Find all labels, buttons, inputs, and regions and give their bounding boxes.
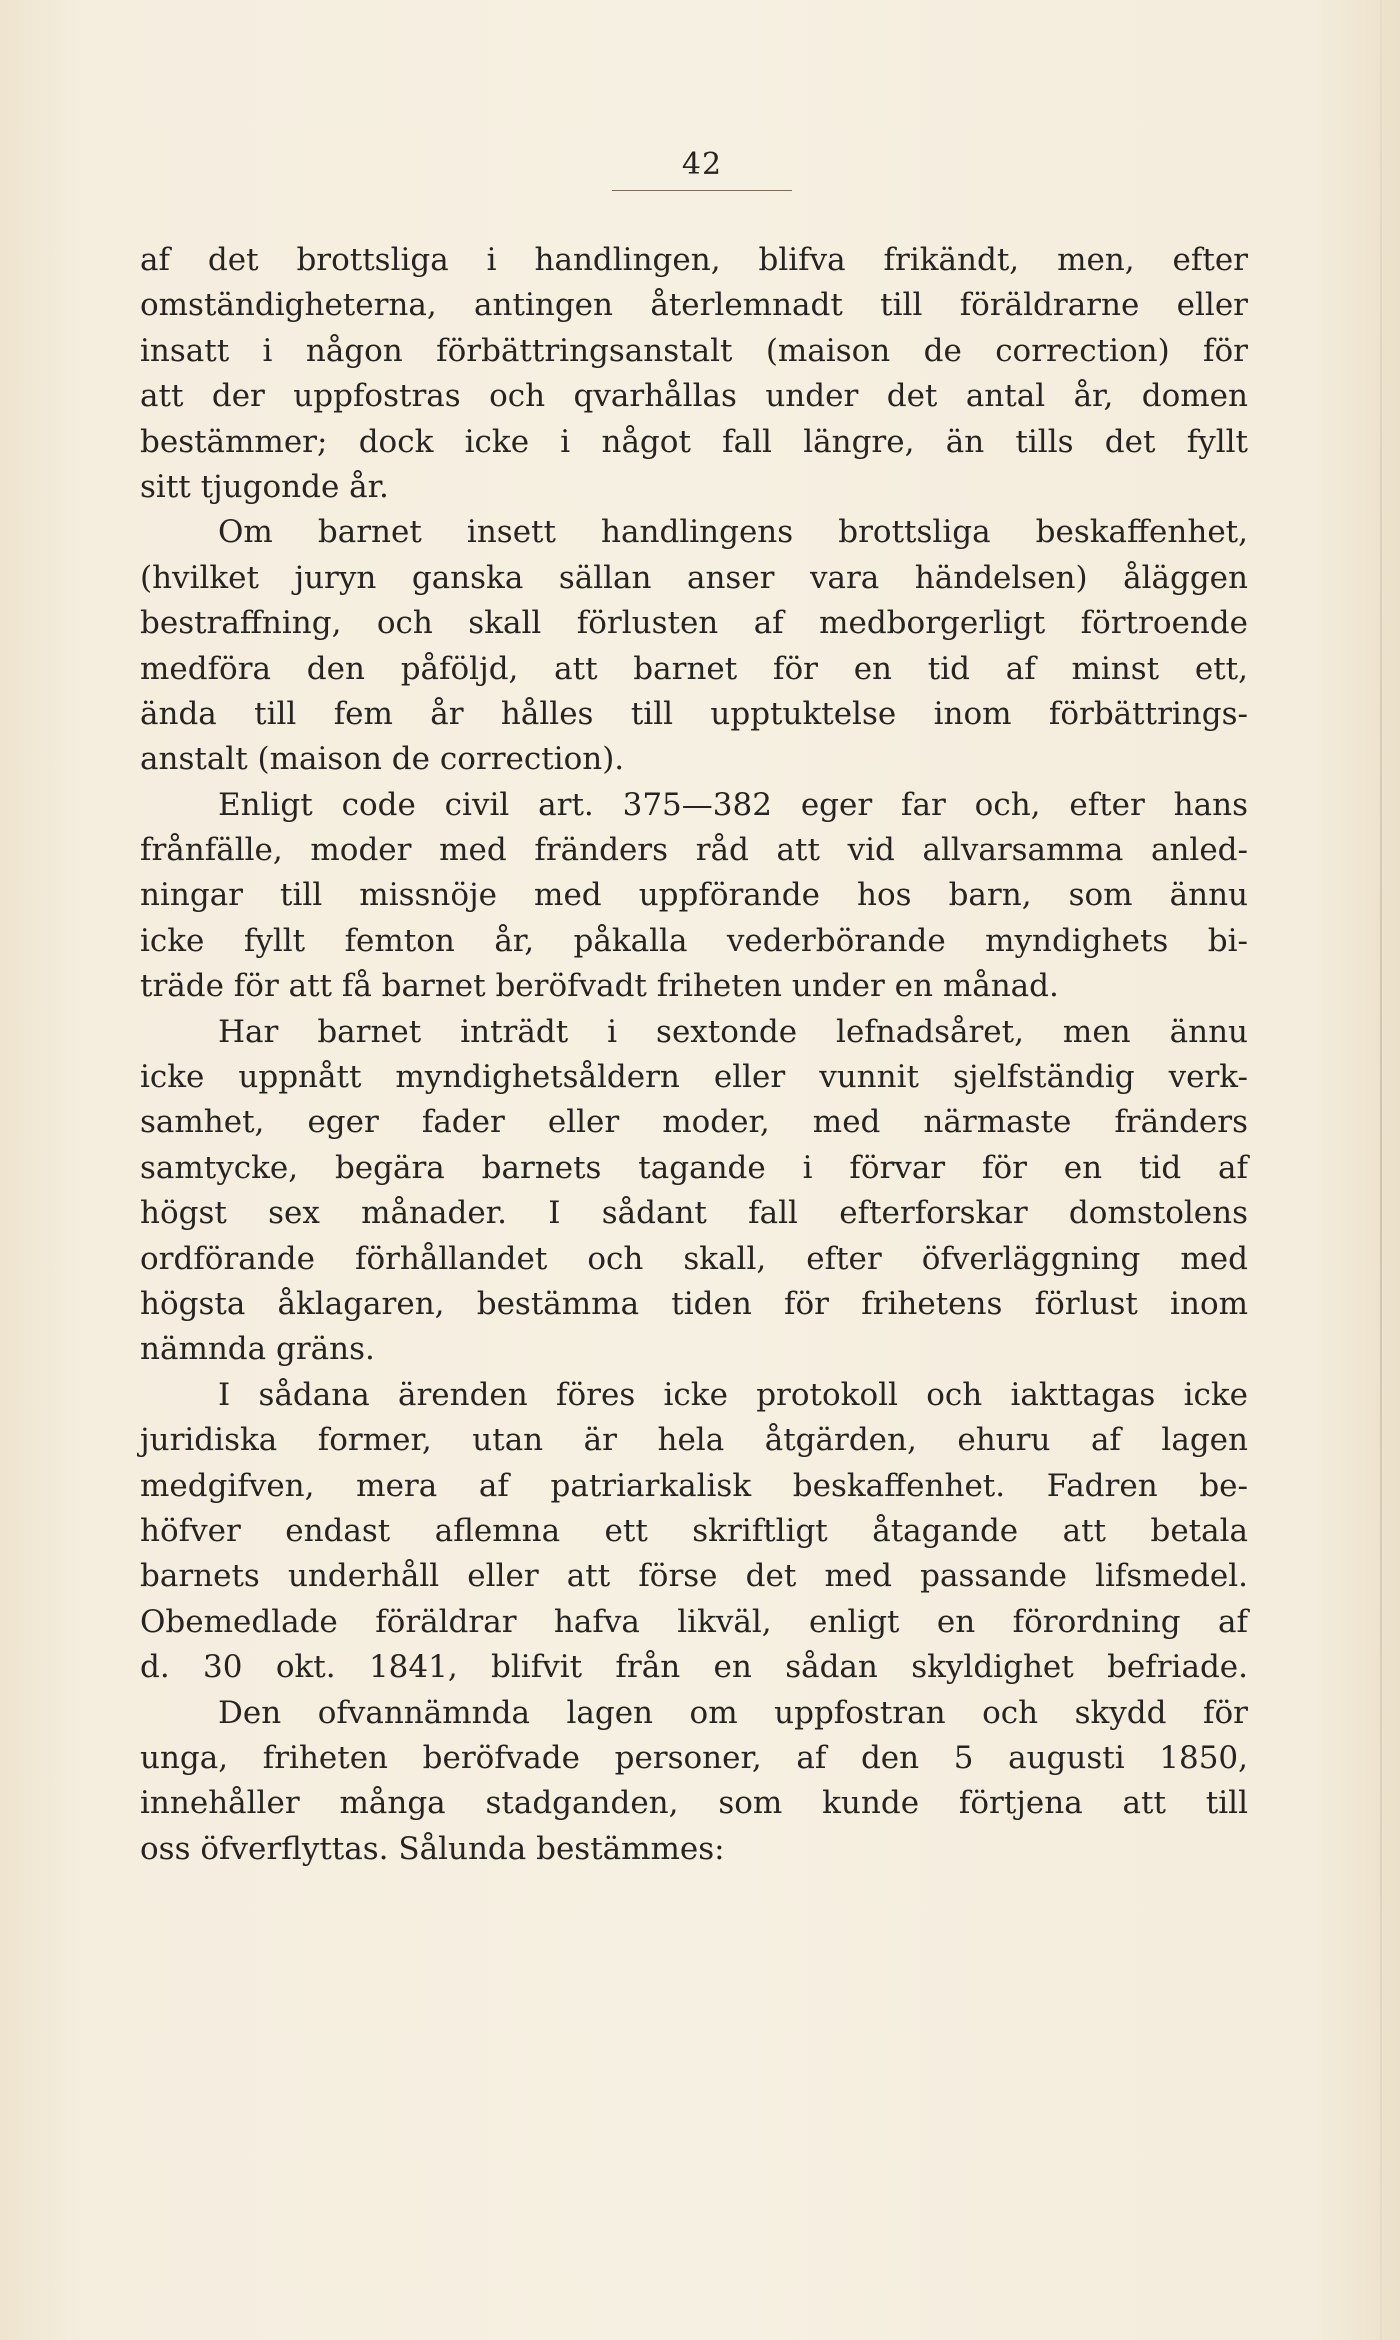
text-line: nämnda gräns. xyxy=(140,1331,375,1368)
paragraph-6 xyxy=(140,1691,1248,1873)
text-line: sitt tjugonde år. xyxy=(140,468,389,505)
page-number: 42 xyxy=(681,147,723,182)
text-line: högst sex månader. I sådant fall efterforskar domstolens xyxy=(140,1195,1248,1232)
body-text xyxy=(140,238,1248,1872)
paragraph-2 xyxy=(140,510,1248,782)
text-line: samhet, eger fader eller moder, med närmaste fränders xyxy=(140,1104,1248,1141)
text-line: medgifven, mera af patriarkalisk beskaffenhet. Fadren be- xyxy=(140,1467,1248,1504)
text-line: frånfälle, moder med fränders råd att vid allvarsamma anled- xyxy=(140,832,1248,869)
text-line: att der uppfostras och qvarhållas under det antal år, domen xyxy=(140,378,1248,415)
text-line: Enligt code civil art. 375—382 eger far och, efter hans xyxy=(218,786,1248,823)
text-line: Om barnet insett handlingens brottsliga beskaffenhet, xyxy=(218,514,1248,551)
text-line: bestämmer; dock icke i något fall längre, än tills det fyllt xyxy=(140,423,1248,460)
text-line: oss öfverflyttas. Sålunda bestämmes: xyxy=(140,1830,725,1867)
paragraph-5 xyxy=(140,1373,1248,1691)
text-line: ordförande förhållandet och skall, efter öfverläggning med xyxy=(140,1240,1248,1277)
text-line: I sådana ärenden föres icke protokoll och iakttagas icke xyxy=(218,1376,1248,1413)
text-line: höfver endast aflemna ett skriftligt åtagande att betala xyxy=(140,1512,1248,1549)
text-line: omständigheterna, antingen återlemnadt till föräldrarne eller xyxy=(140,287,1248,324)
text-line: af det brottsliga i handlingen, blifva frikändt, men, efter xyxy=(140,242,1248,278)
text-line: ningar till missnöje med uppförande hos barn, som ännu xyxy=(140,877,1248,914)
page-edge-shadow xyxy=(1380,0,1382,2340)
paragraph-3 xyxy=(140,783,1248,1010)
text-line: icke uppnått myndighetsåldern eller vunnit sjelfständig verk- xyxy=(140,1059,1248,1096)
text-line: anstalt (maison de correction). xyxy=(140,741,625,778)
text-line: barnets underhåll eller att förse det med passande lifsmedel. xyxy=(140,1558,1248,1595)
paragraph-1 xyxy=(140,238,1248,510)
text-line: ända till fem år hålles till upptuktelse inom förbättrings- xyxy=(140,695,1248,732)
text-line: d. 30 okt. 1841, blifvit från en sådan skyldighet befriade. xyxy=(140,1649,1248,1686)
text-line: träde för att få barnet beröfvadt friheten under en månad. xyxy=(140,968,1059,1005)
page-number-rule xyxy=(612,190,792,191)
text-line: Obemedlade föräldrar hafva likväl, enligt en förordning af xyxy=(140,1603,1248,1640)
text-line: innehåller många stadganden, som kunde förtjena att till xyxy=(140,1785,1248,1822)
text-line: insatt i någon förbättringsanstalt (maison de correction) för xyxy=(140,332,1248,369)
text-line: Har barnet inträdt i sextonde lefnadsåret, men ännu xyxy=(218,1013,1248,1050)
text-line: samtycke, begära barnets tagande i förvar för en tid af xyxy=(140,1149,1248,1186)
text-line: (hvilket juryn ganska sällan anser vara händelsen) åläggen xyxy=(140,559,1248,596)
paragraph-4 xyxy=(140,1010,1248,1373)
text-line: högsta åklagaren, bestämma tiden för frihetens förlust inom xyxy=(140,1285,1248,1322)
text-line: Den ofvannämnda lagen om uppfostran och skydd för xyxy=(218,1694,1248,1731)
text-line: icke fyllt femton år, påkalla vederbörande myndighets bi- xyxy=(140,922,1248,959)
text-line: juridiska former, utan är hela åtgärden, ehuru af lagen xyxy=(140,1422,1248,1459)
text-line: bestraffning, och skall förlusten af medborgerligt förtroende xyxy=(140,605,1248,642)
text-line: unga, friheten beröfvade personer, af den 5 augusti 1850, xyxy=(140,1739,1248,1776)
text-line: medföra den påföljd, att barnet för en tid af minst ett, xyxy=(140,650,1248,687)
